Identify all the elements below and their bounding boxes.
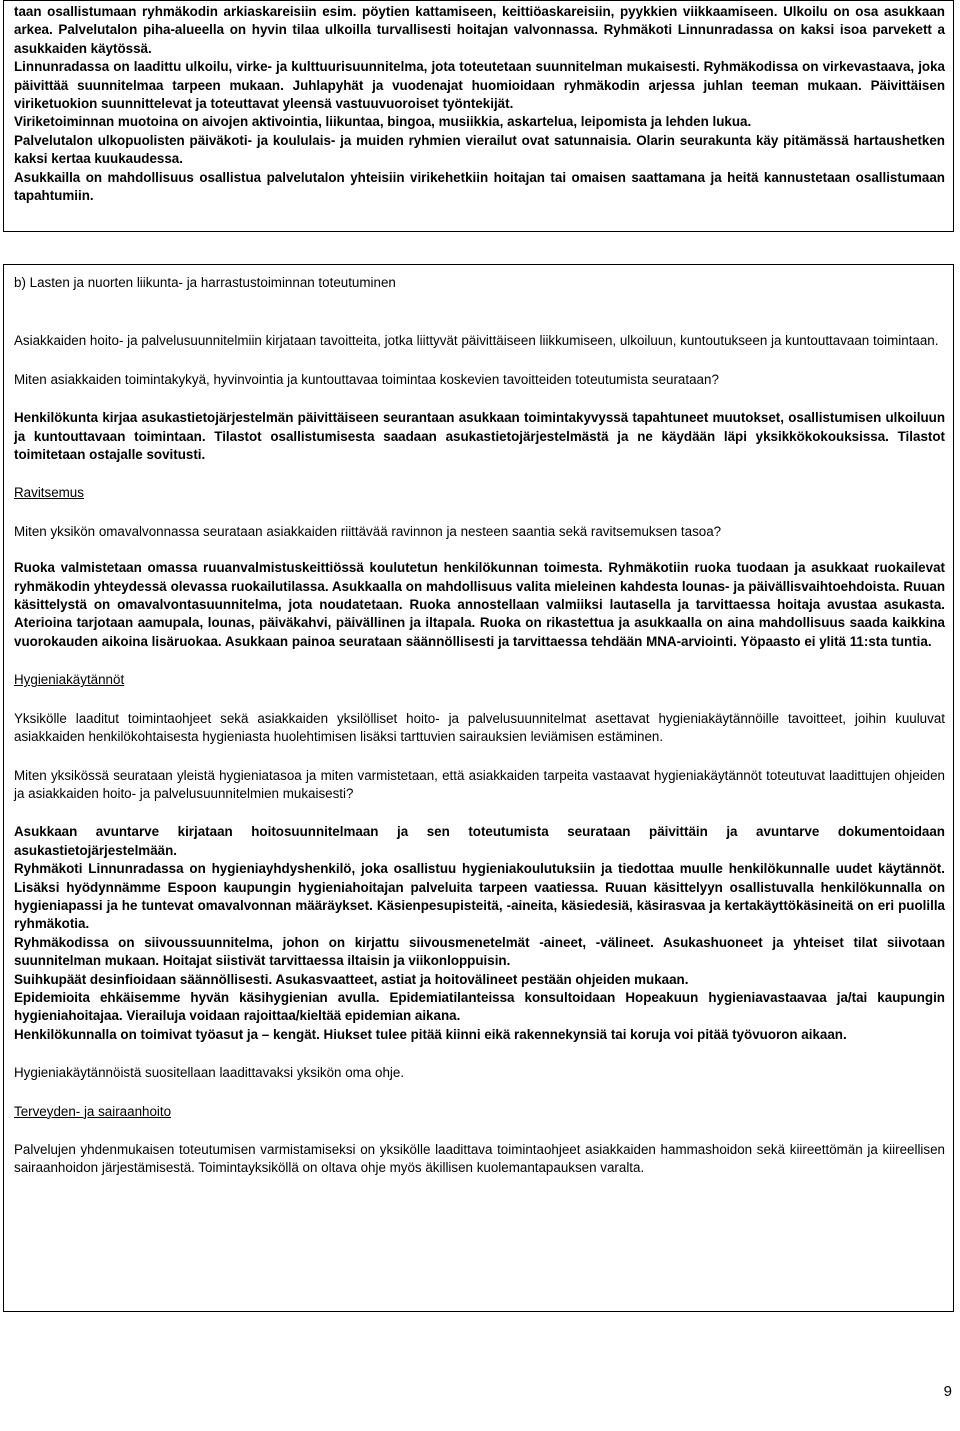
question-functional-ability: Miten asiakkaiden toimintakykyä, hyvinvointia ja kuntouttavaa toimintaa koskevien tavoitteiden toteutumista seurataan?: [14, 371, 719, 387]
section-box-wellbeing: [3, 264, 954, 1312]
answer-hygiene-documentation: Asukkaan avuntarve kirjataan hoitosuunnitelmaan ja sen toteutumista seurataan päivittäin ja avuntarve dokumentoidaan asukastietojärjestelmään.: [14, 824, 945, 858]
section-box-activities: [3, 0, 954, 232]
paragraph-goals: Asiakkaiden hoito- ja palvelusuunnitelmiin kirjataan tavoitteita, jotka liittyvät päivittäiseen liikkumiseen, ulkoiluun, kuntoutukseen ja kuntouttavaan toimintaan.: [14, 333, 939, 349]
answer-hygiene-cleaning: Ryhmäkodissa on siivoussuunnitelma, johon on kirjattu siivousmenetelmät -aineet, -välineet. Asukashuoneet ja yhteiset tilat siivotaan suunnitelman mukaan. Hoitajat siistivät tarvittaessa iltaisin ja viikonloppuisin.: [14, 934, 945, 969]
paragraph-daily-chores: taan osallistumaan ryhmäkodin arkiaskareisiin esim. pöytien kattamiseen, keittiöaskareisiin, pyykkien viikkaamiseen. Ulkoilu on osa asukkaan arkea. Palvelutalon piha-alueella on hyvin tilaa ulkoilla turvallisesti hoitajan valvonnassa. Ryhmäkoti Linnunradassa on kaksi isoa parvekett a asukkaiden käytössä.: [14, 4, 945, 56]
paragraph-hygiene-instructions: Yksikölle laaditut toimintaohjeet sekä asiakkaiden yksilölliset hoito- ja palvelusuunnitelmat asettavat hygieniakäytännöille tavoitteet, joihin kuuluvat asiakkaiden henkilökohtaisesta hygieniasta huolehtimisen lisäksi tarttuvien sairauksien leviämisen estäminen.: [14, 710, 945, 745]
paragraph-hygiene-recommendation: Hygieniakäytännöistä suositellaan laadittavaksi yksikön oma ohje.: [14, 1065, 405, 1081]
answer-hygiene-epidemics: Epidemioita ehkäisemme hyvän käsihygienian avulla. Epidemiatilanteissa konsultoidaan Hopeakuun hygieniavastaavaa ja/tai kaupungin hygieniahoitajaa. Vierailuja voidaan rajoittaa/kieltää epidemian aikana.: [14, 989, 945, 1024]
paragraph-visits: Palvelutalon ulkopuolisten päiväkoti- ja koululais- ja muiden ryhmien vierailut ovat satunnaisia. Olarin seurakunta käy pitämässä hartaushetken kaksi kertaa kuukaudessa.: [14, 132, 945, 167]
answer-hygiene-workwear: Henkilökunnalla on toimivat työasut ja – kengät. Hiukset tulee pitää kiinni eikä rakennekynsiä tai koruja voi pitää työvuoron aikaan.: [14, 1026, 847, 1042]
page-number: 9: [943, 1383, 952, 1400]
answer-nutrition: Ruoka valmistetaan omassa ruuanvalmistuskeittiössä koulutetun henkilökunnan toimesta. Ryhmäkotiin ruoka tuodaan ja asukkaat ruokailevat ryhmäkodin yhteydessä olevassa ruokailutilassa. Asukkaalla on mahdollisuus valita mieleinen kahdesta lounas- ja päivällisvaihtoehdoista. Ruuan käsittelystä on omavalvontasuunnitelma, jota noudatetaan. Ruoka annostellaan valmiiksi lautasella ja tarvittaessa hoitaja avustaa asukasta. Aterioina tarjotaan aamupala, lounas, päiväkahvi, päivällinen ja iltapala. Ruoka on rikastettua ja asukkaalla on aina mahdollisuus saada kaikkina vuorokauden aikoina lisäruokaa. Asukkaan painoa seurataan säännöllisesti ja tarvittaessa tehdään MNA-arviointi. Yöpaasto ei ylitä 11:sta tuntia.: [14, 560, 945, 649]
paragraph-health-care: Palvelujen yhdenmukaisen toteutumisen varmistamiseksi on yksikölle laadittava toimintaohjeet asiakkaiden hammashoidon sekä kiireettömän ja kiireellisen sairaanhoidon järjestämisestä. Toimintayksiköllä on oltava ohje myös äkillisen kuolemantapauksen varalta.: [14, 1142, 945, 1176]
answer-hygiene-contact: Ryhmäkoti Linnunradassa on hygieniayhdyshenkilö, joka osallistuu hygieniakoulutuksiin ja tiedottaa muulle henkilökunnalle uudet käytännöt. Lisäksi hyödynnämme Espoon kaupungin hygieniahoitajan palveluita tarpeen vaatiessa. Ruuan käsittelyyn osallistuvalla henkilökunnalla on hygieniapassi ja he tuntevat omavalvonnan määräykset. Käsienpesupisteitä, -aineita, käsiedesiä, käsirasvaa ja kertakäyttökäsineitä on eri puolilla ryhmäkotia.: [14, 861, 945, 932]
paragraph-activity-forms: Viriketoiminnan muotoina on aivojen aktivointia, liikuntaa, bingoa, musiikkia, askartelua, leipomista ja lehden lukua.: [14, 114, 752, 130]
paragraph-activity-plan: Linnunradassa on laadittu ulkoilu, virke- ja kulttuurisuunnitelma, jota toteutetaan suunnitelman mukaisesti. Ryhmäkodissa on virkevastaava, joka päivittää suunnitelmaa tarpeen mukaan. Juhlapyhät ja vuodenajat huomioidaan ryhmäkodin arjessa juhlan teeman mukaan. Päivittäisen viriketuokion suunnittelevat ja toteuttavat yleensä vastuuvuoroiset työntekijät.: [14, 59, 945, 112]
answer-functional-ability: Henkilökunta kirjaa asukastietojärjestelmän päivittäiseen seurantaan asukkaan toimintakyvyssä tapahtuneet muutokset, osallistumisen ulkoiluun ja kuntouttavaan toimintaan. Tilastot osallistumisesta saadaan asukastietojärjestelmästä ja ne käydään läpi yksikkökokouksissa. Tilastot toimitetaan ostajalle sovitusti.: [14, 410, 945, 463]
section-heading-b: b) Lasten ja nuorten liikunta- ja harrastustoiminnan toteutuminen: [14, 275, 396, 290]
heading-health-care: Terveyden- ja sairaanhoito: [14, 1103, 172, 1119]
question-nutrition: Miten yksikön omavalvonnassa seurataan asiakkaiden riittävää ravinnon ja nesteen saantia sekä ravitsemuksen tasoa?: [14, 523, 722, 539]
paragraph-participation: Asukkailla on mahdollisuus osallistua palvelutalon yhteisiin virikehetkiin hoitajan tai omaisen saattamana ja heitä kannustetaan osallistumaan tapahtumiin.: [14, 169, 945, 204]
heading-hygiene: Hygieniakäytännöt: [14, 672, 125, 688]
answer-hygiene-disinfection: Suihkupäät desinfioidaan säännöllisesti. Asukasvaatteet, astiat ja hoitovälineet pestään ohjeiden mukaan.: [14, 971, 689, 987]
question-hygiene: Miten yksikössä seurataan yleistä hygieniatasoa ja miten varmistetaan, että asiakkaiden tarpeita vastaavat hygieniakäytännöt toteutuvat laadittujen ohjeiden ja asiakkaiden hoito- ja palvelusuunnitelmien mukaisesti?: [14, 767, 945, 801]
heading-nutrition: Ravitsemus: [14, 485, 84, 501]
